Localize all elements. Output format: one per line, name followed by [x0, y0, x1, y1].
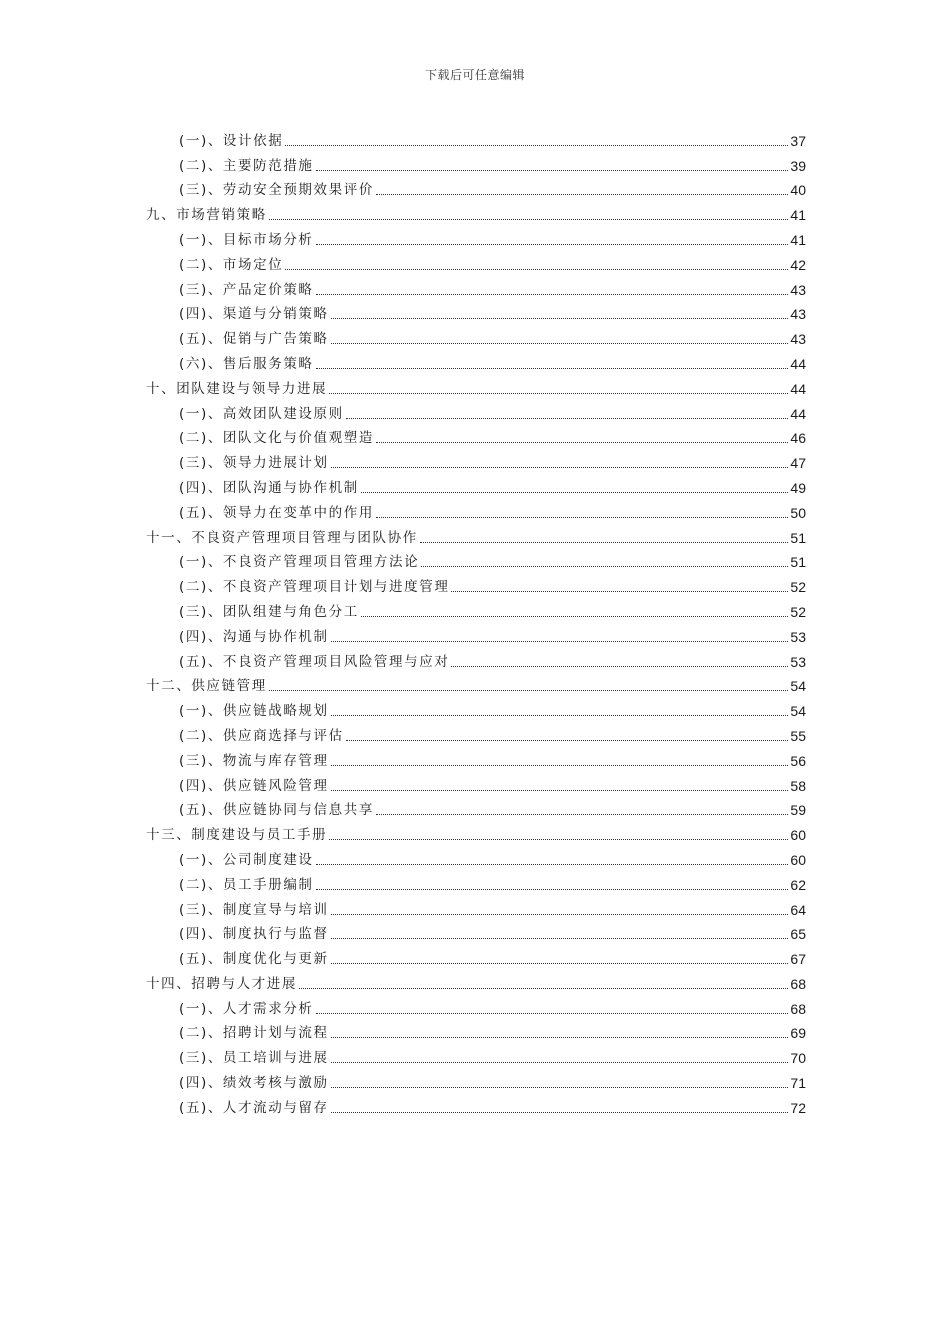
toc-dot-leader: [331, 790, 789, 791]
toc-page-number: 40: [790, 182, 806, 199]
toc-page-number: 49: [790, 479, 806, 496]
toc-dot-leader: [346, 418, 789, 419]
toc-entry-title: (二)、主要防范措施: [179, 157, 314, 174]
toc-chapter-entry[interactable]: [146, 373, 806, 398]
toc-section-entry[interactable]: [146, 646, 806, 671]
toc-dot-leader: [316, 889, 789, 890]
toc-entry-title: (一)、高效团队建设原则: [179, 405, 344, 422]
toc-section-entry[interactable]: [146, 695, 806, 720]
toc-page-number: 64: [790, 901, 806, 918]
toc-entry-title: (五)、供应链协同与信息共享: [179, 802, 374, 819]
toc-entry-title: (二)、员工手册编制: [179, 876, 314, 893]
toc-dot-leader: [331, 1062, 789, 1063]
toc-section-entry[interactable]: [146, 1018, 806, 1043]
toc-section-entry[interactable]: [146, 274, 806, 299]
toc-chapter-entry[interactable]: [146, 199, 806, 224]
toc-entry-title: 十三、制度建设与员工手册: [146, 827, 328, 844]
toc-page-number: 70: [790, 1050, 806, 1067]
toc-page-number: 69: [790, 1025, 806, 1042]
toc-section-entry[interactable]: [146, 497, 806, 522]
toc-page-number: 60: [790, 827, 806, 844]
toc-page-number: 43: [790, 281, 806, 298]
toc-section-entry[interactable]: [146, 621, 806, 646]
toc-section-entry[interactable]: [146, 150, 806, 175]
toc-entry-title: (四)、供应链风险管理: [179, 777, 329, 794]
toc-dot-leader: [299, 988, 788, 989]
toc-page-number: 72: [790, 1099, 806, 1116]
toc-dot-leader: [331, 914, 789, 915]
toc-dot-leader: [331, 765, 789, 766]
toc-dot-leader: [331, 641, 789, 642]
toc-entry-title: (四)、团队沟通与协作机制: [179, 479, 359, 496]
toc-page-number: 50: [790, 504, 806, 521]
toc-dot-leader: [316, 1013, 789, 1014]
toc-dot-leader: [376, 814, 788, 815]
toc-entry-title: 十一、不良资产管理项目管理与团队协作: [146, 529, 418, 546]
toc-section-entry[interactable]: [146, 919, 806, 944]
toc-entry-title: (三)、产品定价策略: [179, 281, 314, 298]
toc-page-number: 41: [790, 231, 806, 248]
toc-entry-title: (二)、招聘计划与流程: [179, 1025, 329, 1042]
toc-page-number: 56: [790, 752, 806, 769]
toc-dot-leader: [329, 839, 788, 840]
toc-page-number: 54: [790, 703, 806, 720]
toc-page-number: 44: [790, 380, 806, 397]
toc-page-number: 58: [790, 777, 806, 794]
toc-dot-leader: [451, 591, 788, 592]
toc-page-number: 42: [790, 256, 806, 273]
toc-section-entry[interactable]: [146, 423, 806, 448]
toc-dot-leader: [331, 318, 789, 319]
toc-entry-title: (五)、人才流动与留存: [179, 1099, 329, 1116]
toc-entry-title: (四)、沟通与协作机制: [179, 628, 329, 645]
toc-dot-leader: [331, 938, 789, 939]
toc-page-number: 59: [790, 802, 806, 819]
toc-page-number: 62: [790, 876, 806, 893]
toc-page-number: 44: [790, 355, 806, 372]
toc-dot-leader: [316, 864, 789, 865]
toc-entry-title: (三)、团队组建与角色分工: [179, 603, 359, 620]
toc-dot-leader: [331, 1087, 789, 1088]
toc-page-number: 53: [790, 628, 806, 645]
toc-dot-leader: [420, 542, 789, 543]
toc-section-entry[interactable]: [146, 596, 806, 621]
toc-dot-leader: [331, 1037, 789, 1038]
toc-entry-title: (三)、劳动安全预期效果评价: [179, 182, 374, 199]
toc-dot-leader: [361, 492, 789, 493]
toc-entry-title: 十二、供应链管理: [146, 678, 267, 695]
toc-page-number: 41: [790, 207, 806, 224]
toc-dot-leader: [421, 566, 788, 567]
toc-section-entry[interactable]: [146, 720, 806, 745]
toc-entry-title: (三)、员工培训与进展: [179, 1050, 329, 1067]
toc-section-entry[interactable]: [146, 869, 806, 894]
toc-chapter-entry[interactable]: [146, 522, 806, 547]
toc-page-number: 67: [790, 951, 806, 968]
toc-page-number: 71: [790, 1075, 806, 1092]
toc-entry-title: (五)、促销与广告策略: [179, 331, 329, 348]
toc-section-entry[interactable]: [146, 323, 806, 348]
toc-section-entry[interactable]: [146, 547, 806, 572]
toc-section-entry[interactable]: [146, 175, 806, 200]
toc-page-number: 60: [790, 851, 806, 868]
toc-entry-title: (二)、团队文化与价值观塑造: [179, 430, 374, 447]
toc-entry-title: (六)、售后服务策略: [179, 355, 314, 372]
toc-section-entry[interactable]: [146, 571, 806, 596]
toc-entry-title: 九、市场营销策略: [146, 207, 267, 224]
toc-page-number: 43: [790, 306, 806, 323]
toc-entry-title: (一)、人才需求分析: [179, 1000, 314, 1017]
toc-page-number: 43: [790, 331, 806, 348]
toc-entry-title: (三)、制度宣导与培训: [179, 901, 329, 918]
toc-section-entry[interactable]: [146, 224, 806, 249]
toc-page-number: 39: [790, 157, 806, 174]
toc-dot-leader: [376, 442, 788, 443]
toc-page-number: 53: [790, 653, 806, 670]
toc-dot-leader: [331, 1112, 789, 1113]
toc-page-number: 65: [790, 926, 806, 943]
toc-page-number: 51: [790, 529, 806, 546]
toc-dot-leader: [316, 368, 789, 369]
toc-section-entry[interactable]: [146, 894, 806, 919]
toc-dot-leader: [361, 616, 789, 617]
toc-page-number: 44: [790, 405, 806, 422]
toc-dot-leader: [329, 393, 788, 394]
toc-dot-leader: [331, 963, 789, 964]
toc-entry-title: (一)、不良资产管理项目管理方法论: [179, 554, 420, 571]
toc-dot-leader: [269, 690, 789, 691]
toc-entry-title: 十四、招聘与人才进展: [146, 975, 297, 992]
toc-section-entry[interactable]: [146, 398, 806, 423]
toc-section-entry[interactable]: [146, 844, 806, 869]
toc-page-number: 54: [790, 678, 806, 695]
toc-chapter-entry[interactable]: [146, 968, 806, 993]
toc-entry-title: (四)、渠道与分销策略: [179, 306, 329, 323]
toc-section-entry[interactable]: [146, 770, 806, 795]
toc-dot-leader: [331, 343, 789, 344]
toc-entry-title: (四)、绩效考核与激励: [179, 1075, 329, 1092]
toc-dot-leader: [346, 740, 789, 741]
toc-section-entry[interactable]: [146, 795, 806, 820]
toc-page-number: 68: [790, 1000, 806, 1017]
toc-entry-title: (一)、目标市场分析: [179, 231, 314, 248]
toc-entry-title: (三)、领导力进展计划: [179, 455, 329, 472]
toc-section-entry[interactable]: [146, 1042, 806, 1067]
toc-page-number: 55: [790, 727, 806, 744]
toc-dot-leader: [316, 170, 789, 171]
toc-section-entry[interactable]: [146, 125, 806, 150]
toc-page-number: 68: [790, 975, 806, 992]
toc-section-entry[interactable]: [146, 249, 806, 274]
toc-section-entry[interactable]: [146, 447, 806, 472]
toc-dot-leader: [376, 194, 788, 195]
toc-entry-title: (二)、市场定位: [179, 256, 284, 273]
toc-dot-leader: [285, 145, 788, 146]
toc-dot-leader: [451, 666, 788, 667]
toc-entry-title: (四)、制度执行与监督: [179, 926, 329, 943]
toc-dot-leader: [285, 269, 788, 270]
toc-dot-leader: [376, 517, 788, 518]
toc-dot-leader: [316, 244, 789, 245]
toc-entry-title: (三)、物流与库存管理: [179, 752, 329, 769]
toc-entry-title: (五)、制度优化与更新: [179, 951, 329, 968]
toc-section-entry[interactable]: [146, 348, 806, 373]
toc-entry-title: (二)、不良资产管理项目计划与进度管理: [179, 579, 450, 596]
toc-section-entry[interactable]: [146, 993, 806, 1018]
toc-entry-title: (一)、供应链战略规划: [179, 703, 329, 720]
toc-page-number: 52: [790, 579, 806, 596]
toc-entry-title: (二)、供应商选择与评估: [179, 727, 344, 744]
toc-section-entry[interactable]: [146, 943, 806, 968]
toc-section-entry[interactable]: [146, 472, 806, 497]
toc-chapter-entry[interactable]: [146, 671, 806, 696]
toc-section-entry[interactable]: [146, 1067, 806, 1092]
toc-entry-title: (一)、公司制度建设: [179, 851, 314, 868]
toc-dot-leader: [316, 294, 789, 295]
toc-dot-leader: [331, 715, 789, 716]
toc-dot-leader: [331, 467, 789, 468]
toc-page-number: 51: [790, 554, 806, 571]
toc-dot-leader: [269, 219, 789, 220]
toc-page-number: 37: [790, 132, 806, 149]
toc-section-entry[interactable]: [146, 1092, 806, 1117]
toc-section-entry[interactable]: [146, 745, 806, 770]
toc-page-number: 47: [790, 455, 806, 472]
page-header: 下载后可任意编辑: [424, 68, 525, 82]
toc-chapter-entry[interactable]: [146, 819, 806, 844]
toc-entry-title: (五)、不良资产管理项目风险管理与应对: [179, 653, 450, 670]
toc-entry-title: 十、团队建设与领导力进展: [146, 380, 328, 397]
toc-section-entry[interactable]: [146, 299, 806, 324]
toc-page-number: 46: [790, 430, 806, 447]
toc-entry-title: (五)、领导力在变革中的作用: [179, 504, 374, 521]
table-of-contents: [146, 125, 806, 1117]
toc-entry-title: (一)、设计依据: [179, 132, 284, 149]
toc-page-number: 52: [790, 603, 806, 620]
